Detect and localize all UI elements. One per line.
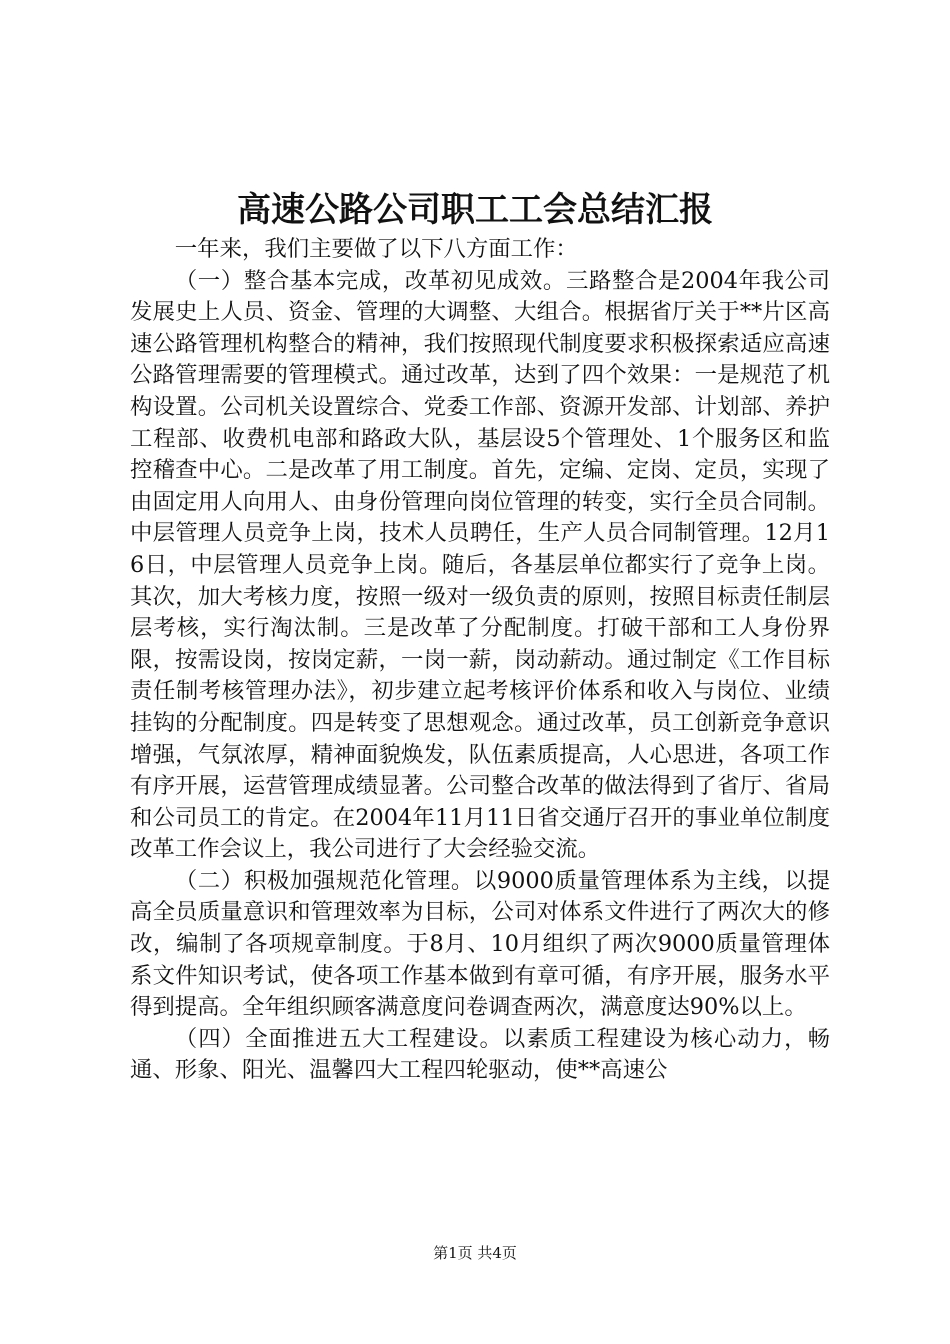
page-number-footer: 第1页 共4页 [433,1244,517,1262]
paragraph-intro: 一年来，我们主要做了以下八方面工作： [174,236,578,262]
document-title: 高速公路公司职工工会总结汇报 [237,190,713,230]
paragraph-section-1: （一）整合基本完成，改革初见成效。三路整合是2004年我公司发展史上人员、资金、管理的大调整、大组合。根据省厅关于**片区高速公路管理机构整合的精神，我们按照现代制度要求积极探索适应高速公路管理需要的管理模式。通过改革，达到了四个效果：一是规范了机构设置。公司机关设置综合、党委工作部、资源开发部、计划部、养护工程部、收费机电部和路政大队，基层设5个管理处、1个服务区和监控稽查中心。二是改革了用工制度。首先，定编、定岗、定员，实现了由固定用人向用人、由身份管理向岗位管理的转变，实行全员合同制。中层管理人员竞争上岗，技术人员聘任，生产人员合同制管理。12月16日，中层管理人员竞争上岗。随后，各基层单位都实行了竞争上岗。其次，加大考核力度，按照一级对一级负责的原则，按照目标责任制层层考核，实行淘汰制。三是改革了分配制度。打破干部和工人身份界限，按需设岗，按岗定薪，一岗一薪，岗动薪动。通过制定《工作目标责任制考核管理办法》，初步建立起考核评价体系和收入与岗位、业绩挂钩的分配制度。四是转变了思想观念。通过改革，员工创新竞争意识增强，气氛浓厚，精神面貌焕发，队伍素质提高，人心思进，各项工作有序开展，运营管理成绩显著。公司整合改革的做法得到了省厅、省局和公司员工的肯定。在2004年11月11日省交通厅召开的事业单位制度改革工作会议上，我公司进行了大会经验交流。 [130,267,830,863]
document-body [130,234,830,1087]
paragraph-section-4: （四）全面推进五大工程建设。以素质工程建设为核心动力，畅通、形象、阳光、温馨四大工程四轮驱动，使**高速公 [130,1025,830,1084]
paragraph-section-2: （二）积极加强规范化管理。以9000质量管理体系为主线，以提高全员质量意识和管理效率为目标，公司对体系文件进行了两次大的修改，编制了各项规章制度。于8月、10月组织了两次9000质量管理体系文件知识考试，使各项工作基本做到有章可循，有序开展，服务水平得到提高。全年组织顾客满意度问卷调查两次，满意度达90%以上。 [130,867,830,1021]
